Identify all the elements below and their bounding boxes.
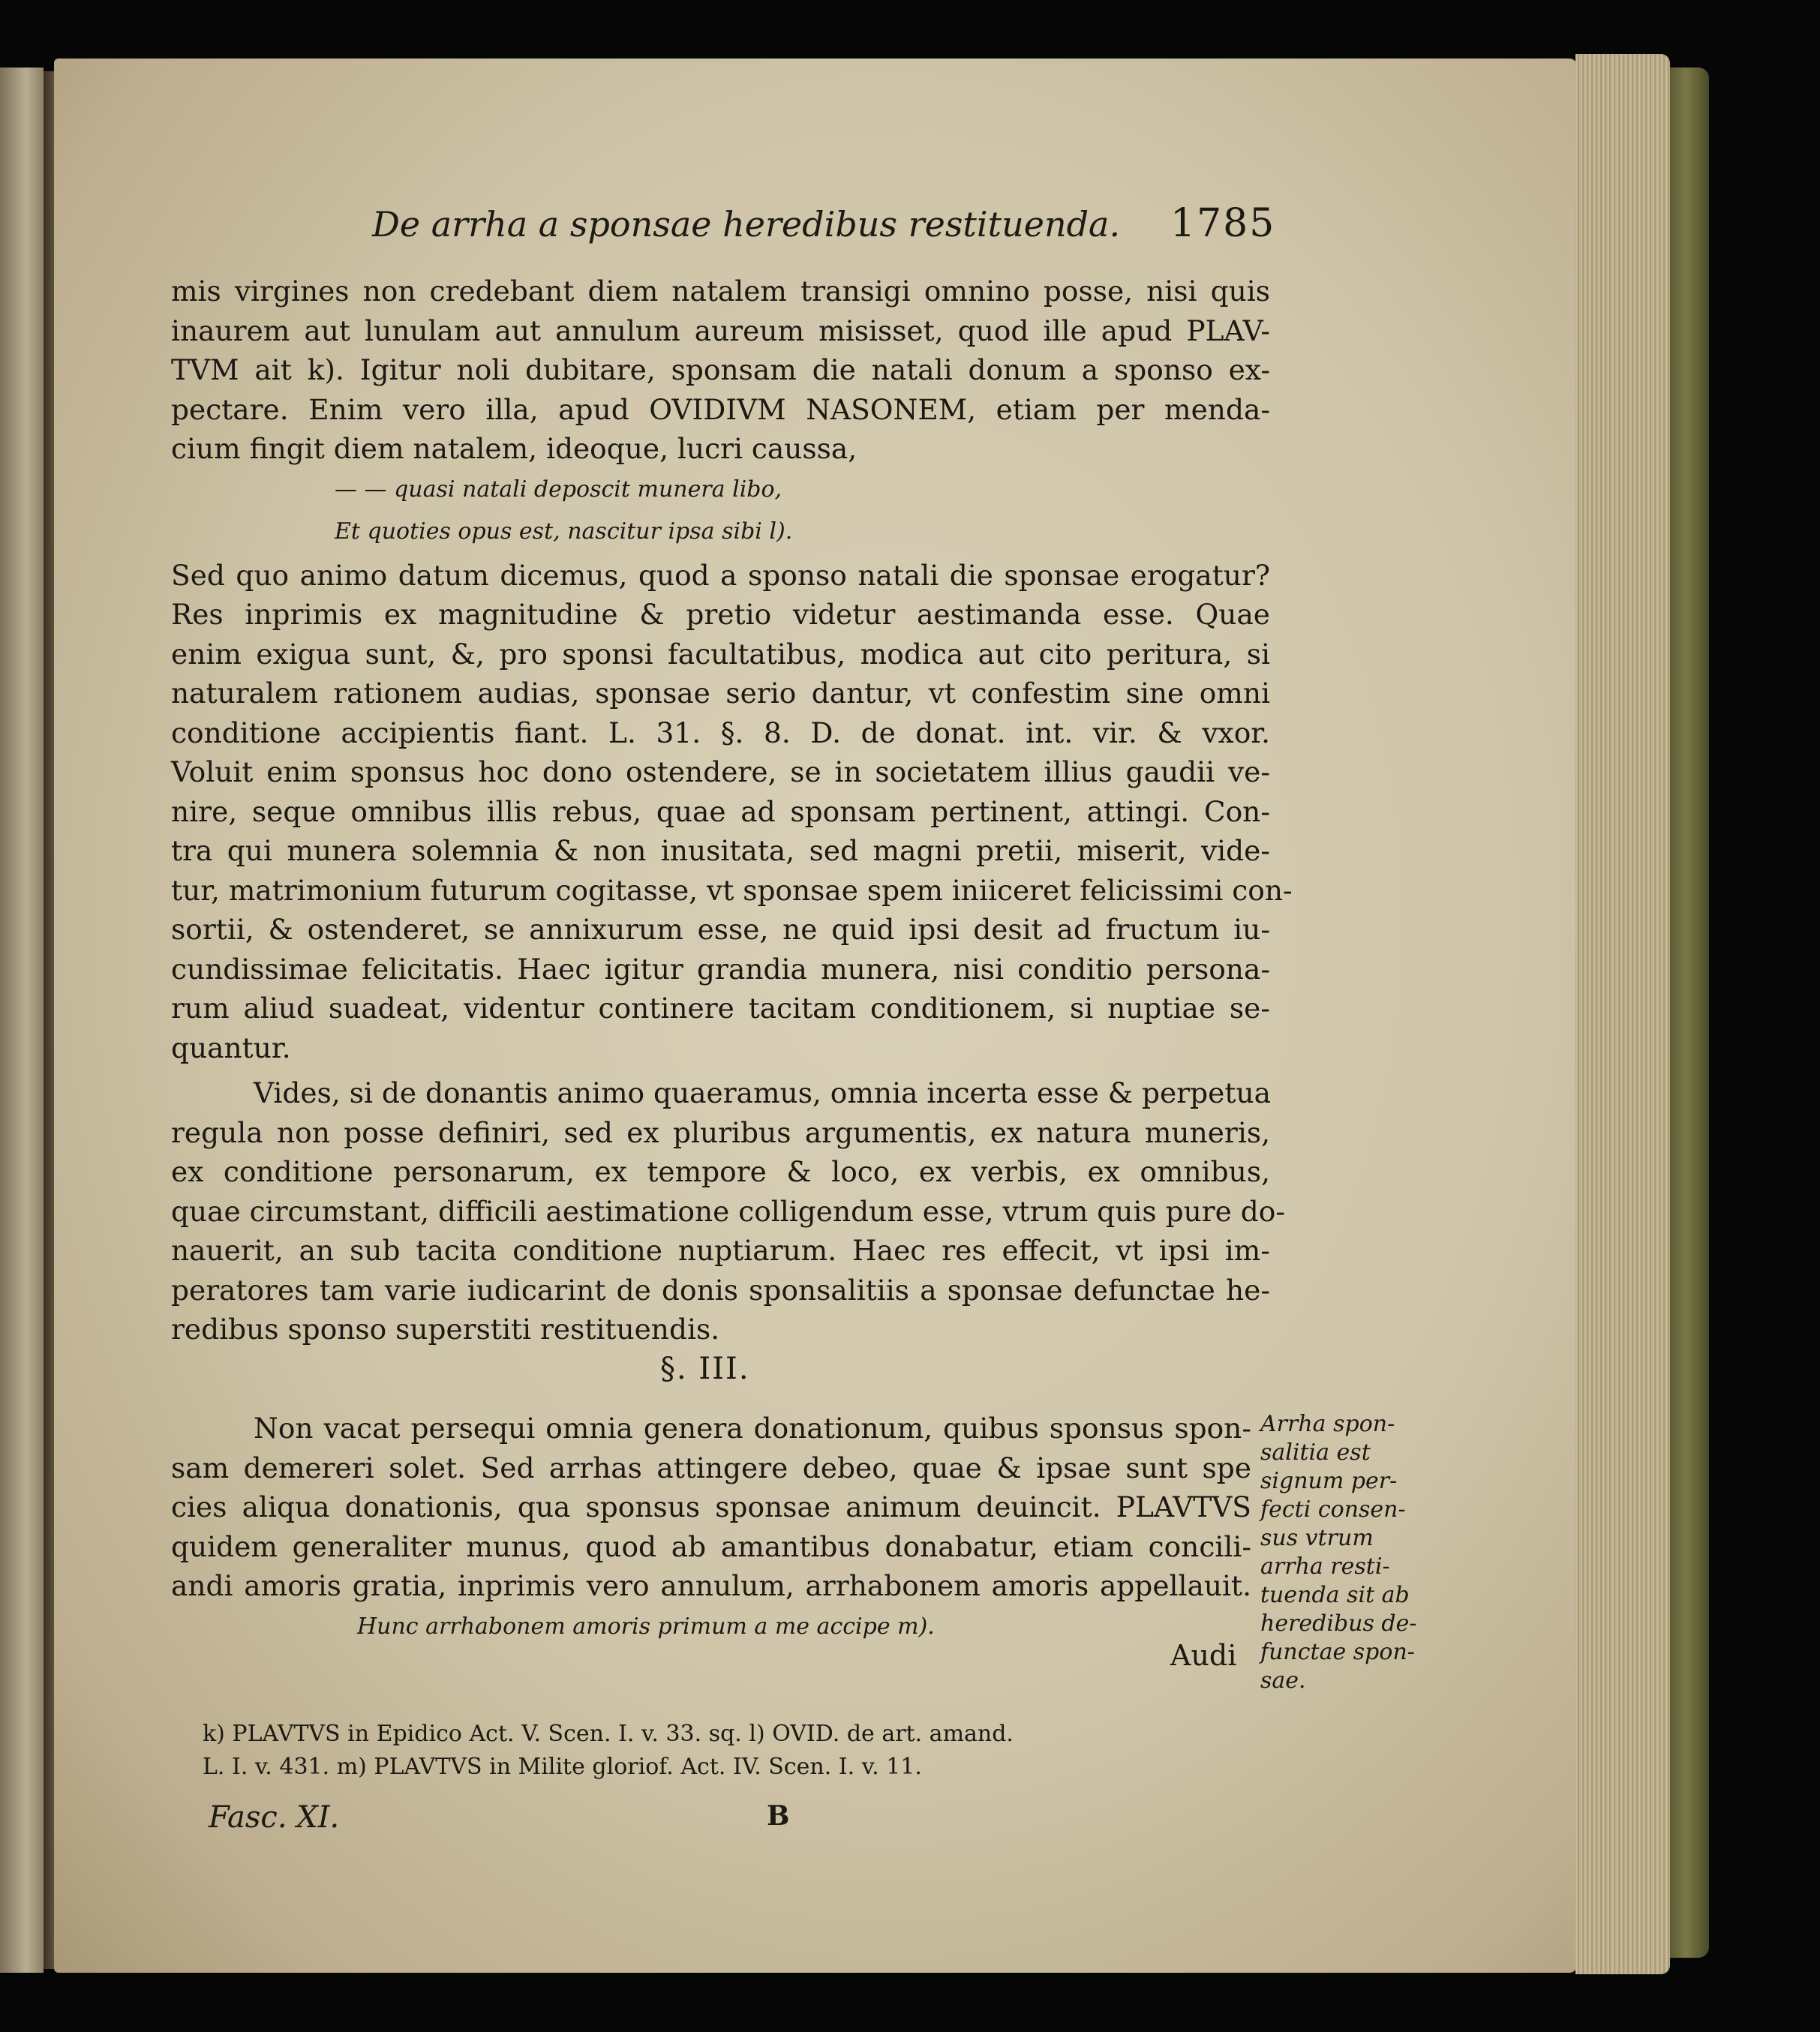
text-line: nire, seque omnibus illis rebus, quae ad sponsam pertinent, attingi. Con- (171, 794, 1270, 828)
catchword: Audi (1170, 1639, 1237, 1672)
text-line: tra qui munera solemnia & non inusitata, sed magni pretii, miserit, vide- (171, 834, 1270, 867)
text-line: Sed quo animo datum dicemus, quod a sponso natali die sponsae erogatur? (171, 558, 1270, 592)
book-cover (1670, 68, 1709, 1958)
text-line: quidem generaliter munus, quod ab amantibus donabatur, etiam concili- (171, 1529, 1251, 1563)
book-gutter (44, 71, 54, 1969)
text-line: mis virgines non credebant diem natalem transigi omnino posse, nisi quis (171, 275, 1270, 308)
verse-line: Et quoties opus est, nascitur ipsa sibi l). (335, 518, 793, 545)
marginal-line: sus vtrum (1260, 1525, 1374, 1551)
paragraph-1 (171, 272, 1270, 469)
text-line: peratores tam varie iudicarint de donis sponsalitiis a sponsae defunctae he- (171, 1273, 1270, 1307)
left-page-edge (0, 68, 44, 1973)
verse-line: — — quasi natali deposcit munera libo, (335, 476, 782, 503)
text-line: redibus sponso superstiti restituendis. (171, 1313, 720, 1346)
text-line: rum aliud suadeat, videntur continere tacitam conditionem, si nuptiae se- (171, 992, 1270, 1025)
text-line: quantur. (171, 1031, 291, 1064)
footnote-line: L. I. v. 431. m) PLAVTVS in Milite gloriof. Act. IV. Scen. I. v. 11. (203, 1754, 922, 1780)
paragraph-2 (171, 556, 1293, 1068)
footnotes (203, 1718, 1253, 1784)
text-line: conditione accipientis fiant. L. 31. §. 8. D. de donat. int. vir. & vxor. (171, 716, 1270, 749)
text-line: sam demereri solet. Sed arrhas attingere debeo, quae & ipsae sunt spe (171, 1451, 1251, 1484)
text-line: ex conditione personarum, ex tempore & loco, ex verbis, ex omnibus, (171, 1155, 1270, 1188)
marginal-line: tuenda sit ab (1260, 1582, 1410, 1608)
verse-line: Hunc arrhabonem amoris primum a me accipe m). (357, 1613, 935, 1640)
marginal-line: signum per- (1260, 1468, 1398, 1494)
section-text (171, 1409, 1251, 1648)
marginal-line: functae spon- (1260, 1639, 1415, 1665)
marginal-line: heredibus de- (1260, 1610, 1417, 1637)
marginal-line: arrha resti- (1260, 1553, 1390, 1580)
text-line: cies aliqua donationis, qua sponsus sponsae animum deuincit. PLAVTVS (171, 1490, 1251, 1523)
marginal-note (1260, 1410, 1425, 1695)
marginal-line: Arrha spon- (1260, 1411, 1395, 1437)
text-line: quae circumstant, difficili aestimatione colligendum esse, vtrum quis pure do- (171, 1194, 1286, 1228)
text-line: inaurem aut lunulam aut annulum aureum misisset, quod ille apud PLAV- (171, 314, 1270, 347)
text-line: sortii, & ostenderet, se annixurum esse, ne quid ipsi desit ad fructum iu- (171, 913, 1270, 946)
section-heading: §. III. (660, 1352, 750, 1386)
text-line: andi amoris gratia, inprimis vero annulum, arrhabonem amoris appellauit. (171, 1569, 1251, 1602)
text-line: naturalem rationem audias, sponsae serio dantur, vt confestim sine omni (171, 677, 1270, 710)
text-line: nauerit, an sub tacita conditione nuptiarum. Haec res effecit, vt ipsi im- (171, 1234, 1270, 1267)
marginal-line: sae. (1260, 1667, 1306, 1694)
paragraph-3 (171, 1073, 1286, 1349)
text-line: Vides, si de donantis animo quaeramus, omnia incerta esse & perpetua (254, 1076, 1271, 1109)
footnote-line: k) PLAVTVS in Epidico Act. V. Scen. I. v. 33. sq. l) OVID. de art. amand. (203, 1721, 1014, 1747)
text-line: tur, matrimonium futurum cogitasse, vt sponsae spem iniiceret felicissimi con- (171, 873, 1293, 907)
text-line: cundissimae felicitatis. Haec igitur grandia munera, nisi conditio persona- (171, 952, 1270, 986)
page-edges (1575, 54, 1670, 1974)
text-line: TVM ait k). Igitur noli dubitare, sponsam die natali donum a sponso ex- (171, 353, 1270, 386)
running-title: De arrha a sponsae heredibus restituenda. (372, 204, 1121, 245)
text-line: Res inprimis ex magnitudine & pretio videtur aestimanda esse. Quae (171, 598, 1270, 631)
marginal-line: salitia est (1260, 1439, 1371, 1466)
text-line: Voluit enim sponsus hoc dono ostendere, se in societatem illius gaudii ve- (171, 755, 1270, 788)
fascicle-signature: Fasc. XI. (209, 1800, 340, 1835)
main-text (171, 272, 1293, 1349)
text-line: Non vacat persequi omnia genera donationum, quibus sponsus spon- (254, 1412, 1251, 1445)
verse-quote (171, 469, 1270, 553)
sheet-mark: B (767, 1800, 790, 1832)
text-line: pectare. Enim vero illa, apud OVIDIVM NASONEM, etiam per menda- (171, 392, 1270, 426)
text-line: regula non posse definiri, sed ex pluribus argumentis, ex natura muneris, (171, 1115, 1270, 1149)
marginal-line: fecti consen- (1260, 1496, 1406, 1523)
text-line: enim exigua sunt, &, pro sponsi facultatibus, modica aut cito peritura, si (171, 637, 1270, 671)
page-number: 1785 (1170, 201, 1276, 246)
text-line: cium fingit diem natalem, ideoque, lucri caussa, (171, 432, 857, 465)
